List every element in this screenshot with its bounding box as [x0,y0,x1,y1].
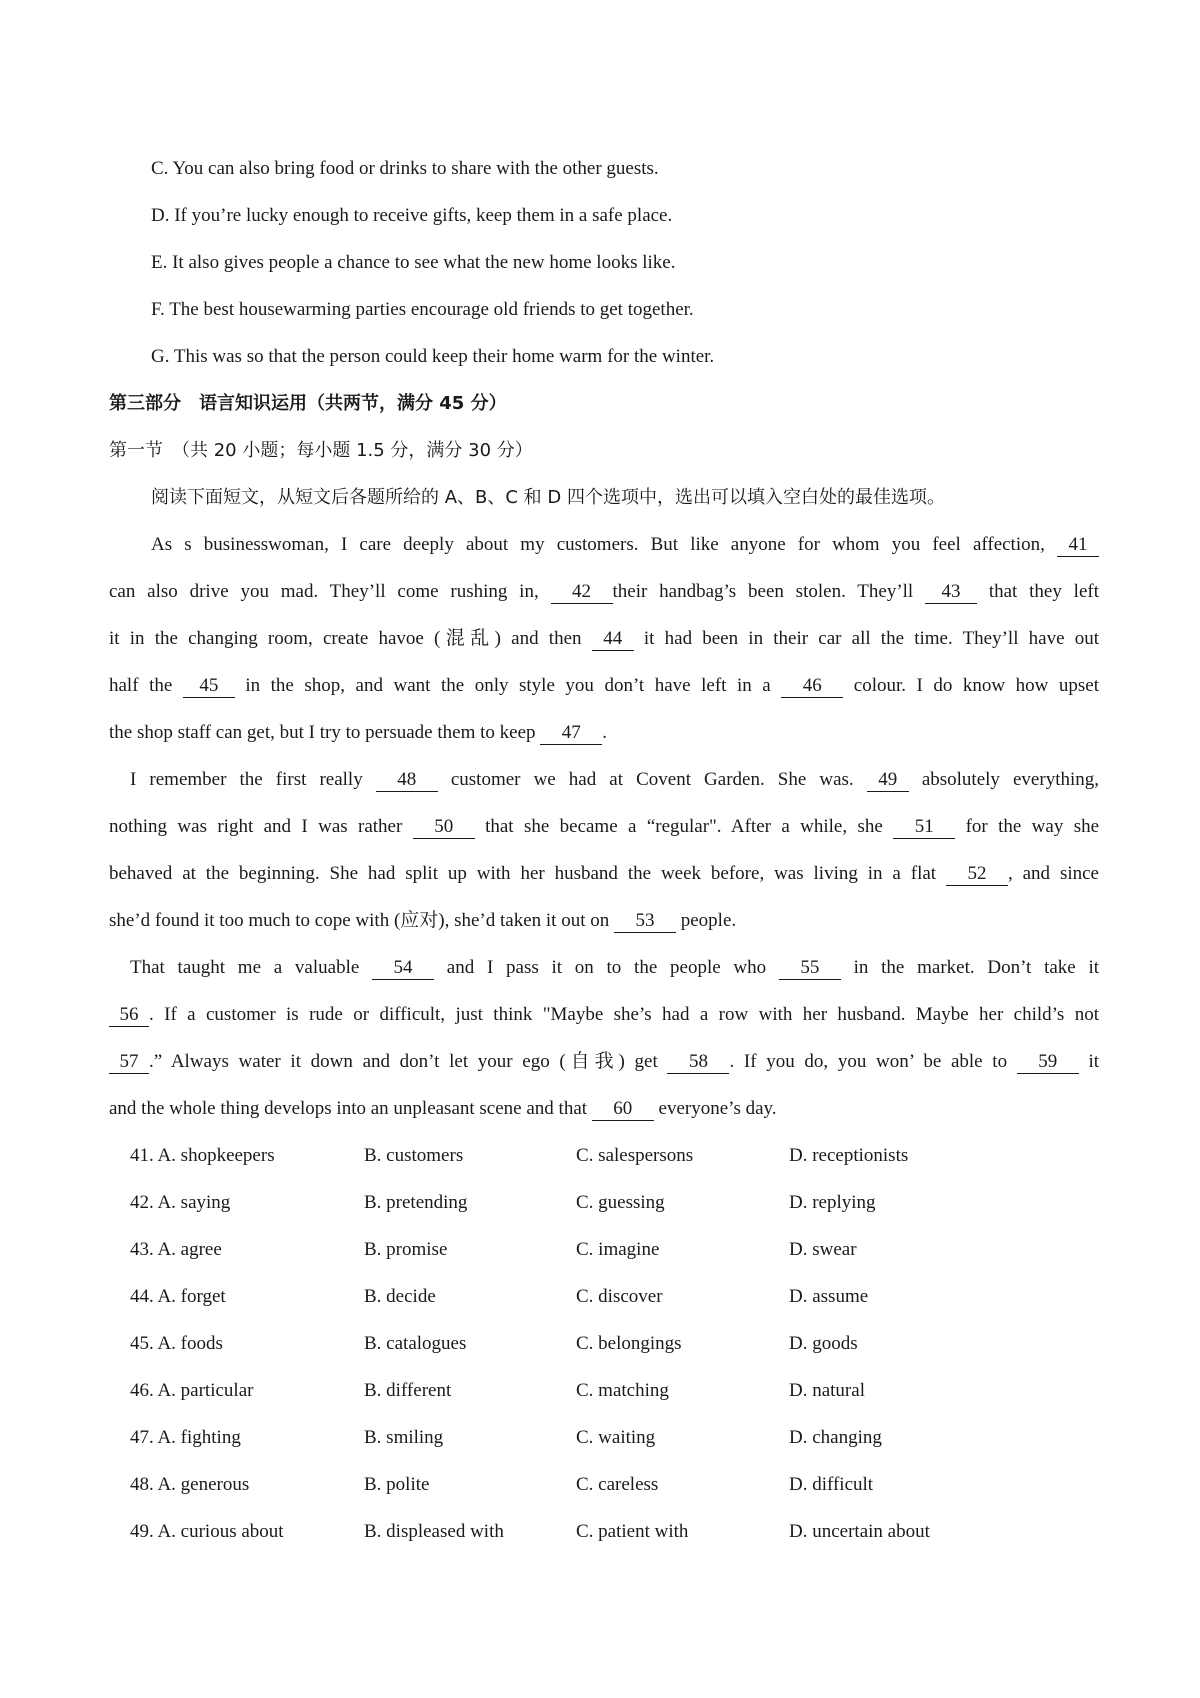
q45-option-b: B. catalogues [364,1333,467,1354]
blank-50: 50 [413,816,475,839]
q46-option-d: D. natural [789,1380,865,1401]
q41-option-c: C. salespersons [576,1145,694,1166]
blank-52: 52 [946,863,1008,886]
blank-42: 42 [551,581,613,604]
passage-line-7: nothing was right and I was rather 50 that she became a “regular". After a while, she 51 for the way she [109,816,1100,837]
q41-option-b: B. customers [364,1145,464,1166]
passage-line-9: she’d found it too much to cope with (应对), she’d taken it out on 53 people. [109,910,737,931]
q45-option-c: C. belongings [576,1333,682,1354]
q48-option-d: D. difficult [789,1474,874,1495]
blank-58: 58 [667,1051,729,1074]
q47-option-d: D. changing [789,1427,882,1448]
q45-option-a: 45. A. foods [130,1333,223,1354]
option-g-line: G. This was so that the person could keep their home warm for the winter. [151,346,715,367]
blank-46: 46 [781,675,843,698]
blank-54: 54 [372,957,434,980]
q44-option-c: C. discover [576,1286,663,1307]
q44-option-b: B. decide [364,1286,436,1307]
q46-option-b: B. different [364,1380,452,1401]
passage-line-1: As s businesswoman, I care deeply about my customers. But like anyone for whom you feel affection, 41 [151,532,1099,558]
q48-option-c: C. careless [576,1474,659,1495]
blank-60: 60 [592,1098,654,1121]
q41-option-a: 41. A. shopkeepers [130,1145,275,1166]
blank-41: 41 [1057,534,1099,557]
blank-49: 49 [867,769,909,792]
blank-47: 47 [540,722,602,745]
passage-line-8: behaved at the beginning. She had split up with her husband the week before, was living in a flat 52 , and since [109,863,1099,884]
blank-56: 56 [109,1004,149,1027]
q49-option-b: B. displeased with [364,1521,504,1542]
q44-option-d: D. assume [789,1286,869,1307]
passage-line-6: I remember the first really 48 customer we had at Covent Garden. She was. 49 absolutely everything, [130,769,1099,790]
q46-option-a: 46. A. particular [130,1380,254,1401]
blank-53: 53 [614,910,676,933]
instruction-text: 阅读下面短文，从短文后各题所给的 A、B、C 和 D 四个选项中，选出可以填入空白处的最佳选项。 [151,487,945,508]
q41-option-d: D. receptionists [789,1145,909,1166]
blank-43: 43 [925,581,977,604]
part-heading: 第三部分 语言知识运用（共两节，满分 45 分） [109,393,507,414]
passage-line-2: can also drive you mad. They’ll come rushing in, 42 their handbag’s been stolen. They’ll 43 that they left [109,581,1099,602]
q47-option-b: B. smiling [364,1427,444,1448]
passage-line-3: it in the changing room, create havoe (混乱) and then 44 it had been in their car all the time. They’ll have out [109,628,1099,649]
q43-option-a: 43. A. agree [130,1239,222,1260]
q43-option-d: D. swear [789,1239,857,1260]
blank-48: 48 [376,769,438,792]
blank-59: 59 [1017,1051,1079,1074]
option-e-line: E. It also gives people a chance to see what the new home looks like. [151,252,676,273]
q43-option-c: C. imagine [576,1239,660,1260]
q49-option-a: 49. A. curious about [130,1521,284,1542]
q46-option-c: C. matching [576,1380,669,1401]
passage-line-12: 57 .” Always water it down and don’t let your ego (自我) get 58 . If you do, you won’ be able to 59 it [109,1049,1099,1075]
passage-line-4: half the 45 in the shop, and want the only style you don’t have left in a 46 colour. I do know how upset [109,675,1100,696]
passage-line-11: 56 . If a customer is rude or difficult, just think "Maybe she’s had a row with her husband. Maybe her child’s not [109,1002,1099,1028]
q45-option-d: D. goods [789,1333,858,1354]
q47-option-a: 47. A. fighting [130,1427,241,1448]
q43-option-b: B. promise [364,1239,448,1260]
q49-option-d: D. uncertain about [789,1521,930,1542]
q48-option-a: 48. A. generous [130,1474,250,1495]
q42-option-b: B. pretending [364,1192,468,1213]
passage-line-5: the shop staff can get, but I try to persuade them to keep 47 . [109,722,607,743]
passage-line-13: and the whole thing develops into an unpleasant scene and that 60 everyone’s day. [109,1098,777,1119]
blank-45: 45 [183,675,235,698]
section-heading: 第一节 （共 20 小题；每小题 1.5 分，满分 30 分） [109,440,533,461]
q42-option-d: D. replying [789,1192,876,1213]
q49-option-c: C. patient with [576,1521,689,1542]
q48-option-b: B. polite [364,1474,430,1495]
blank-57: 57 [109,1051,149,1074]
passage-line-10: That taught me a valuable 54 and I pass it on to the people who 55 in the market. Don’t take it [130,957,1100,978]
option-c-line: C. You can also bring food or drinks to share with the other guests. [151,158,659,179]
q42-option-c: C. guessing [576,1192,665,1213]
q47-option-c: C. waiting [576,1427,656,1448]
option-d-line: D. If you’re lucky enough to receive gifts, keep them in a safe place. [151,205,673,226]
blank-55: 55 [779,957,841,980]
blank-44: 44 [592,628,634,651]
option-f-line: F. The best housewarming parties encourage old friends to get together. [151,299,694,320]
blank-51: 51 [893,816,955,839]
q42-option-a: 42. A. saying [130,1192,231,1213]
q44-option-a: 44. A. forget [130,1286,226,1307]
